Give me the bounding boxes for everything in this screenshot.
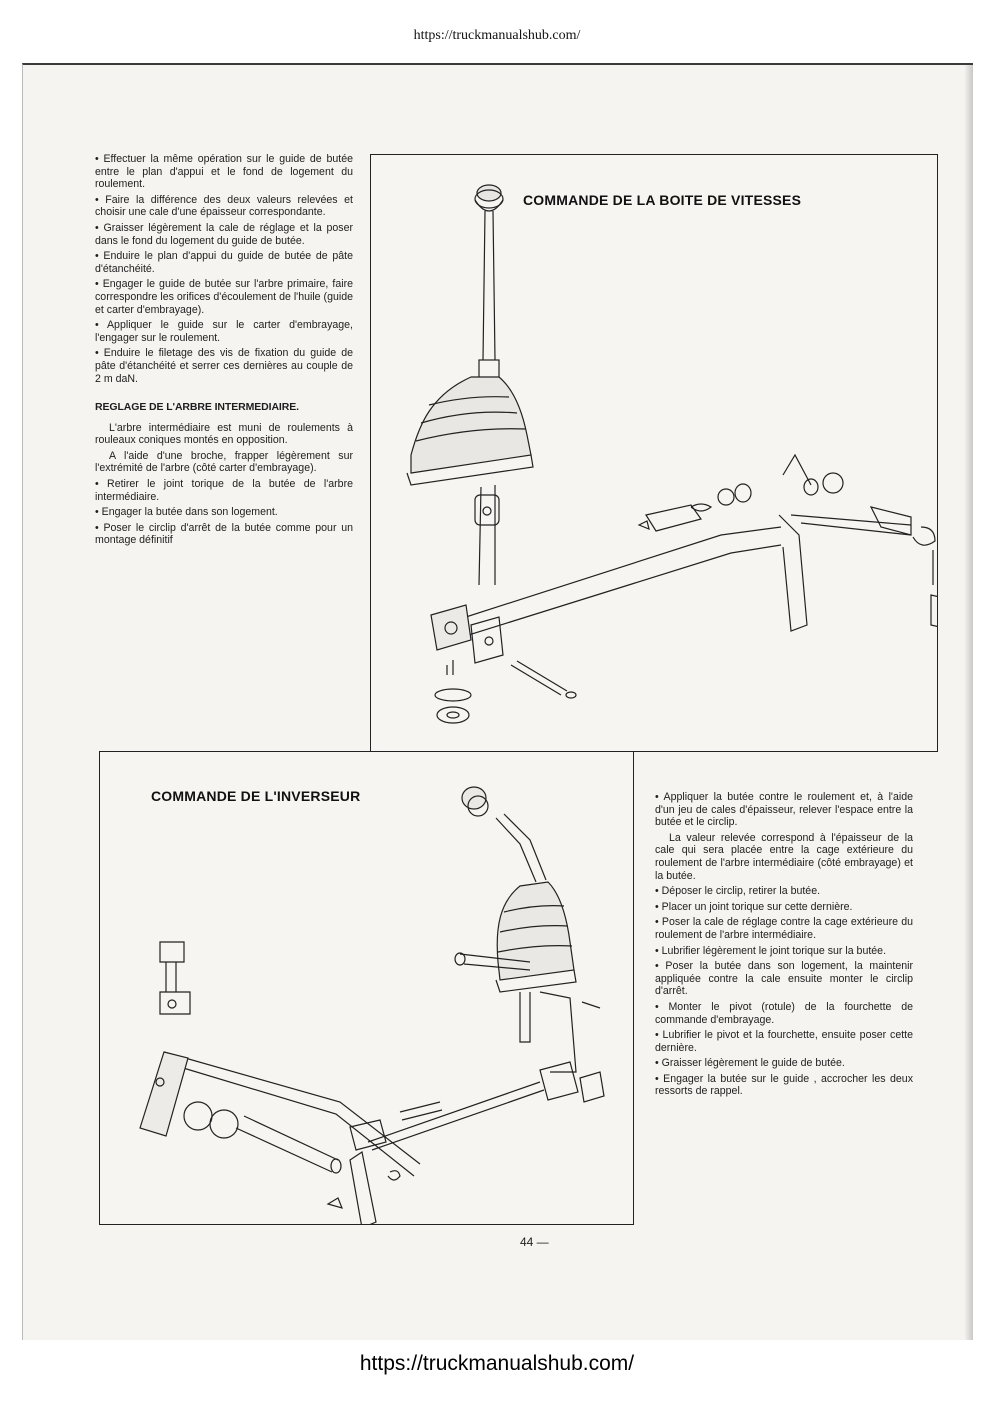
section-bullet: • Poser le circlip d'arrêt de la butée comme pour un montage définitif (95, 521, 353, 547)
right-bullet: • Monter le pivot (rotule) de la fourchette de commande d'embrayage. (655, 1000, 913, 1026)
left-bullet: • Faire la différence des deux valeurs relevées et choisir une cale d'une épaisseur correspondante. (95, 193, 353, 219)
left-bullet: • Enduire le plan d'appui du guide de butée de pâte d'étanchéité. (95, 250, 353, 275)
figure-gearbox-control (370, 154, 938, 752)
right-bullet: • Poser la butée dans son logement, la maintenir appliquée contre la cale ensuite monter le circlip d'arrêt. (655, 960, 913, 998)
right-bullet: • Déposer le circlip, retirer la butée. (655, 885, 821, 898)
right-paragraph: La valeur relevée correspond à l'épaisseur de la cale qui sera placée entre la cage extérieure du roulement de l'arbre intermédiaire (côté embrayage) et la butée. (655, 831, 913, 882)
reverser-control-drawing (100, 752, 633, 1224)
section-paragraph: A l'aide d'une broche, frapper légèrement sur l'extrémité de l'arbre (côté carter d'embrayage). (95, 449, 353, 475)
right-bullet: • Lubrifier légèrement le joint torique sur la butée. (655, 944, 887, 957)
left-bullet: • Engager le guide de butée sur l'arbre primaire, faire correspondre les orifices d'écoulement de l'huile (guide et carter d'embrayage). (95, 278, 353, 316)
section-bullet: • Engager la butée dans son logement. (95, 506, 278, 519)
right-bullet: • Lubrifier le pivot et la fourchette, ensuite poser cette dernière. (655, 1029, 913, 1054)
page-edge-shadow (964, 65, 973, 1340)
figure-title: COMMANDE DE LA BOITE DE VITESSES (523, 192, 802, 208)
right-bullet: • Placer un joint torique sur cette dernière. (655, 900, 853, 913)
figure-title: COMMANDE DE L'INVERSEUR (151, 788, 361, 804)
left-bullet: • Enduire le filetage des vis de fixation du guide de pâte d'étanchéité et serrer ces dernières au couple de 2 m daN. (95, 347, 353, 385)
left-bullet: • Appliquer le guide sur le carter d'embrayage, l'engager sur le roulement. (95, 319, 353, 344)
right-bullet: • Graisser légèrement le guide de butée. (655, 1057, 845, 1070)
figure-reverser-control (99, 751, 634, 1225)
gearbox-control-drawing (371, 155, 937, 751)
right-bullet: • Engager la butée sur le guide , accrocher les deux ressorts de rappel. (655, 1072, 913, 1098)
section-bullet: • Retirer le joint torique de la butée de l'arbre intermédiaire. (95, 478, 353, 503)
section-paragraph: L'arbre intermédiaire est muni de roulements à rouleaux coniques montés en opposition. (95, 421, 353, 447)
left-bullet: • Graisser légèrement la cale de réglage et la poser dans le fond du logement du guide de butée. (95, 221, 353, 247)
left-bullet: • Effectuer la même opération sur le guide de butée entre le plan d'appui et le fond de logement du roulement. (95, 153, 353, 191)
left-text-column (95, 153, 353, 550)
section-heading: REGLAGE DE L'ARBRE INTERMEDIAIRE. (95, 401, 299, 414)
right-text-column (655, 791, 913, 1101)
right-bullet: • Poser la cale de réglage contre la cage extérieure du roulement de l'arbre intermédiaire. (655, 916, 913, 941)
footer-url[interactable]: https://truckmanualshub.com/ (359, 1352, 635, 1375)
right-bullet: • Appliquer la butée contre le roulement et, à l'aide d'un jeu de cales d'épaisseur, relever l'espace entre la butée et le circlip. (655, 791, 913, 829)
scanned-page (22, 63, 973, 1340)
page-number: 44 — (520, 1235, 549, 1249)
header-url[interactable]: https://truckmanualshub.com/ (413, 28, 581, 43)
